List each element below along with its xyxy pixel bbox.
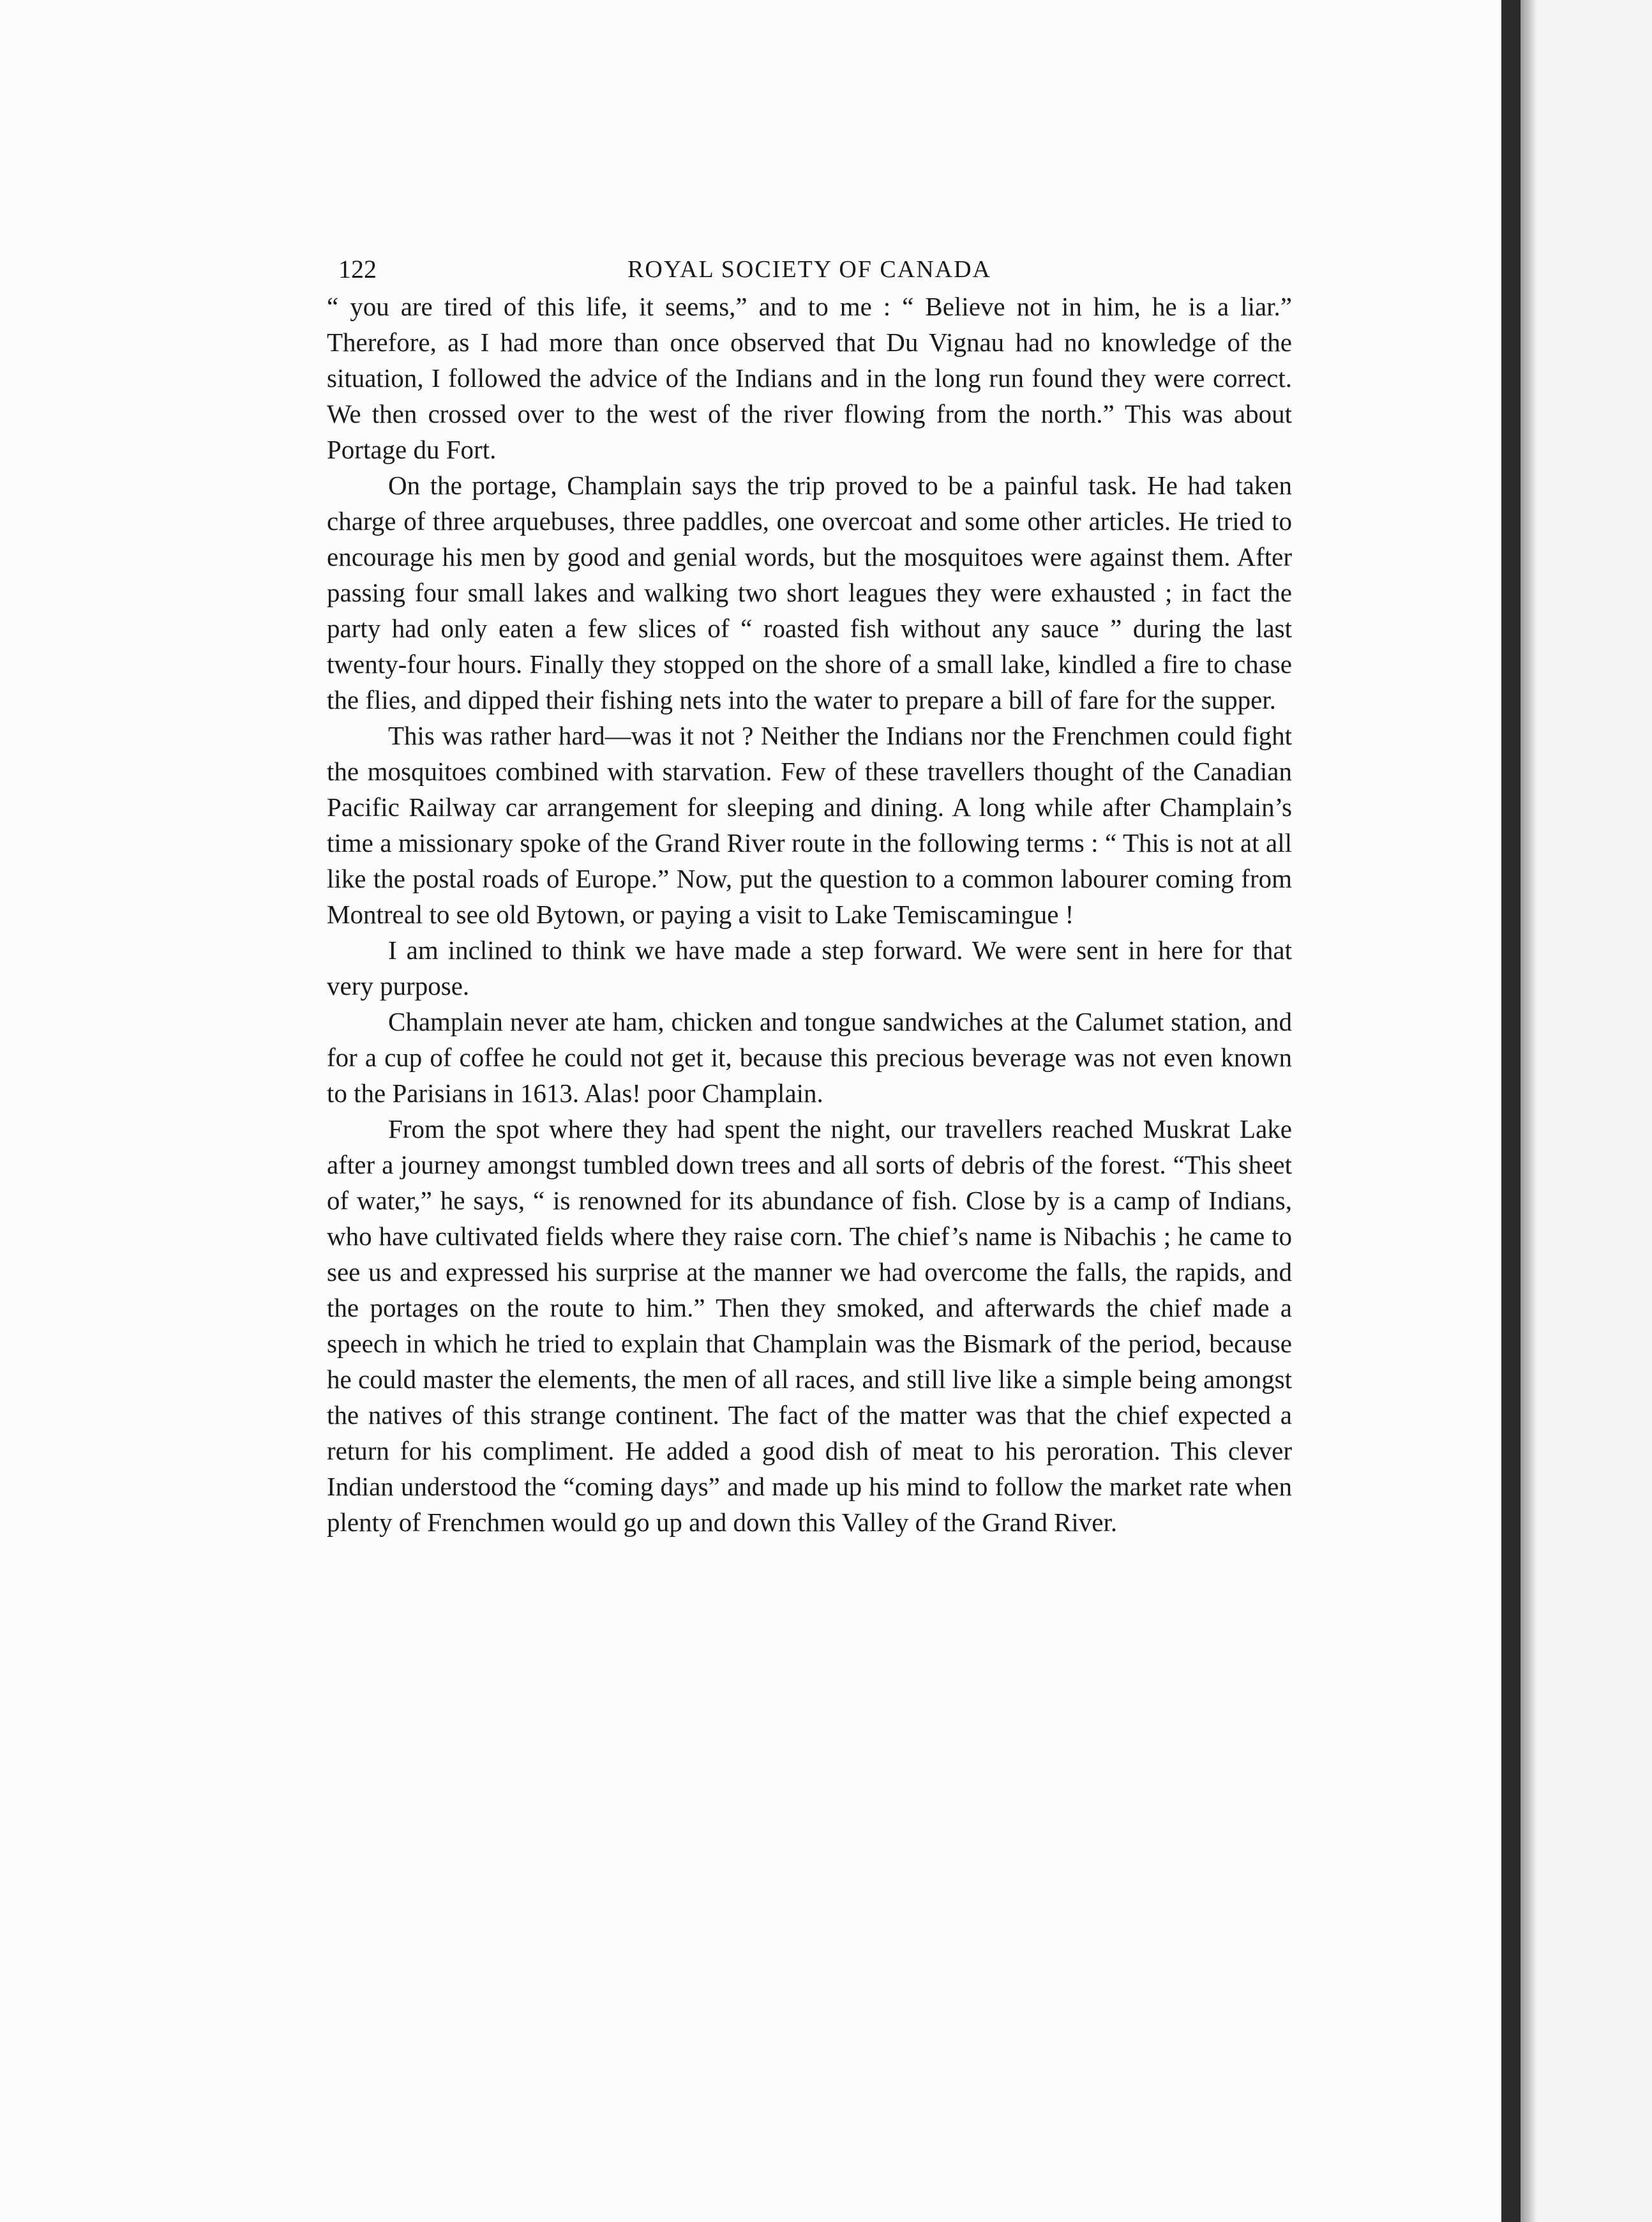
paragraph-4: I am inclined to think we have made a step forward. We were sent in here for that very purpose. — [327, 935, 1292, 1001]
adjacent-page-gutter — [1521, 0, 1537, 2222]
adjacent-page-edge — [1521, 0, 1652, 2222]
page-number: 122 — [338, 255, 377, 283]
page-edge-shadow — [1501, 0, 1521, 2222]
paragraph-6: From the spot where they had spent the night, our travellers reached Muskrat Lake after a journey amongst tumbled down trees and all sorts of debris of the forest. “This sheet of water,” he says, “ is renowned for its abundance of fish. Close by is a camp of Indians, who have cultivated fields where they raise corn. The chief’s name is Nibachis ; he came to see us and expressed his surprise at the manner we had overcome the falls, the rapids, and the portages on the route to him.” Then they smoked, and afterwards the chief made a speech in which he tried to explain that Champlain was the Bismark of the period, because he could master the elements, the men of all races, and still live like a simple being amongst the natives of this strange continent. The fact of the matter was that the chief expected a return for his compliment. He added a good dish of meat to his peroration. This clever Indian understood the “coming days” and made up his mind to follow the market rate when plenty of Frenchmen would go up and down this Valley of the Grand River. — [327, 1114, 1292, 1537]
paragraph-2: On the portage, Champlain says the trip proved to be a painful task. He had taken charge of three arquebuses, three paddles, one overcoat and some other articles. He tried to encourage his men by good and genial words, but the mosquitoes were against them. After passing four small lakes and walking two short leagues they were exhausted ; in fact the party had only eaten a few slices of “ roasted fish without any sauce ” during the last twenty-four hours. Finally they stopped on the shore of a small lake, kindled a fire to chase the flies, and dipped their fishing nets into the water to prepare a bill of fare for the supper. — [327, 471, 1292, 714]
running-head — [327, 250, 1292, 289]
text-block — [327, 250, 1292, 1540]
paragraph-3: This was rather hard—was it not ? Neither the Indians nor the Frenchmen could fight the mosquitoes combined with starvation. Few of these travellers thought of the Canadian Pacific Railway car arrangement for sleeping and dining. A long while after Champlain’s time a missionary spoke of the Grand River route in the following terms : “ This is not at all like the postal roads of Europe.” Now, put the question to a common labourer coming from Montreal to see old Bytown, or paying a visit to Lake Temiscamingue ! — [327, 721, 1292, 929]
running-title: ROYAL SOCIETY OF CANADA — [627, 256, 991, 283]
paragraph-1: “ you are tired of this life, it seems,” and to me : “ Believe not in him, he is a liar.” Therefore, as I had more than once observed that Du Vignau had no knowledge of the situation, I followed the advice of the Indians and in the long run found they were correct. We then crossed over to the west of the river flowing from the north.” This was about Portage du Fort. — [327, 292, 1292, 464]
paragraph-5: Champlain never ate ham, chicken and tongue sandwiches at the Calumet station, and for a cup of coffee he could not get it, because this precious beverage was not even known to the Parisians in 1613. Alas! poor Champlain. — [327, 1007, 1292, 1108]
